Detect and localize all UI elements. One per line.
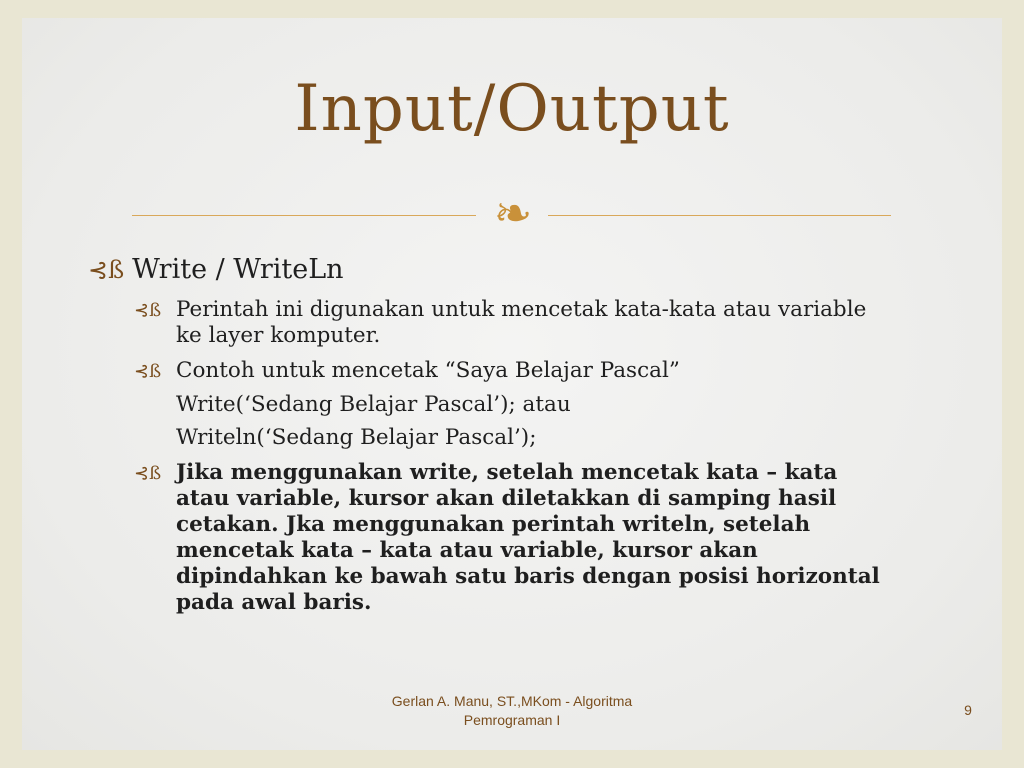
- sub-bullet-text: Perintah ini digunakan untuk mencetak kata-kata atau variable ke layer komputer.: [176, 297, 867, 348]
- footer-line: Pemrograman I: [463, 712, 561, 728]
- scroll-bullet-icon: ⊰ß: [134, 361, 162, 382]
- footer-line: Gerlan A. Manu, ST.,MKom - Algoritma: [391, 693, 633, 709]
- code-example-line: Writeln(‘Sedang Belajar Pascal’);: [176, 425, 537, 450]
- code-example-line: Write(‘Sedang Belajar Pascal’); atau: [176, 392, 571, 417]
- main-bullet-text: Write / WriteLn: [132, 254, 344, 285]
- sub-bullet: [134, 297, 894, 349]
- flourish-ornament-icon: ❧: [493, 186, 533, 240]
- page-number: 9: [964, 702, 972, 718]
- scroll-bullet-icon: ⊰ß: [134, 463, 162, 484]
- scroll-bullet-icon: ⊰ß: [88, 256, 125, 284]
- main-bullet: [88, 254, 344, 285]
- sub-bullet: [134, 358, 894, 384]
- title-divider-right: [548, 215, 891, 216]
- title-divider-left: [132, 215, 476, 216]
- footer-author: [352, 692, 672, 730]
- slide-title: Input/Output: [294, 72, 730, 146]
- sub-bullet-text: Contoh untuk mencetak “Saya Belajar Pascal”: [176, 358, 680, 383]
- sub-bullet-text: Jika menggunakan write, setelah mencetak kata – kata atau variable, kursor akan diletakkan di samping hasil cetakan. Jka menggunakan perintah writeln, setelah mencetak kata – kata atau variable, kursor akan dipindahkan ke bawah satu baris dengan posisi horizontal pada awal baris.: [176, 460, 880, 615]
- sub-bullet: [134, 460, 894, 616]
- scroll-bullet-icon: ⊰ß: [134, 300, 162, 321]
